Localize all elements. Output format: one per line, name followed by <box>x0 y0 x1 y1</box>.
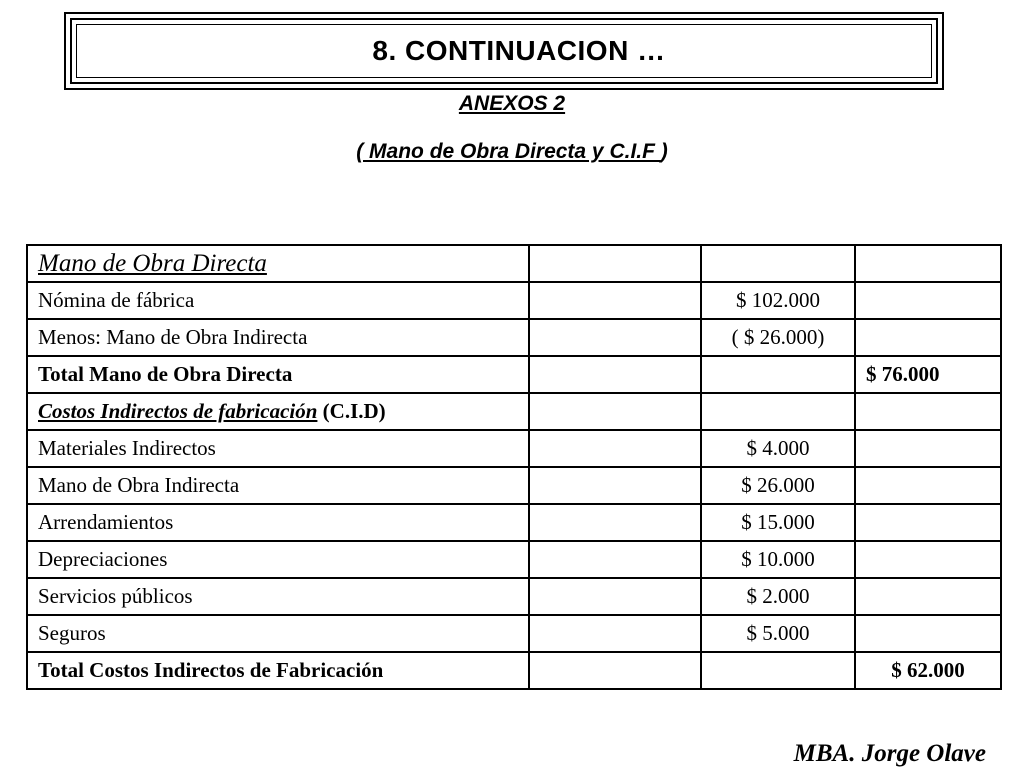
section-header-mano-obra: Mano de Obra Directa <box>27 245 529 282</box>
empty-cell <box>855 282 1001 319</box>
subtitle-anexos <box>0 92 1024 116</box>
empty-cell <box>855 393 1001 430</box>
subtitle-mano-obra-cif-tail: ) <box>660 140 668 163</box>
empty-cell <box>855 541 1001 578</box>
empty-cell <box>529 467 701 504</box>
empty-cell <box>701 652 855 689</box>
table-row <box>27 541 1001 578</box>
row-amount: $ 15.000 <box>701 504 855 541</box>
row-label: Servicios públicos <box>27 578 529 615</box>
page-title: 8. CONTINUACION … <box>372 35 666 66</box>
empty-cell <box>855 430 1001 467</box>
table-row <box>27 319 1001 356</box>
section-header-cif-tail: (C.I.D) <box>317 399 386 423</box>
empty-cell <box>529 393 701 430</box>
row-label: Arrendamientos <box>27 504 529 541</box>
empty-cell <box>529 282 701 319</box>
empty-cell <box>529 504 701 541</box>
row-amount: $ 102.000 <box>701 282 855 319</box>
row-amount: $ 10.000 <box>701 541 855 578</box>
row-amount: ( $ 26.000) <box>701 319 855 356</box>
empty-cell <box>529 541 701 578</box>
row-label: Nómina de fábrica <box>27 282 529 319</box>
empty-cell <box>529 319 701 356</box>
table-row-total <box>27 652 1001 689</box>
empty-cell <box>529 356 701 393</box>
empty-cell <box>855 615 1001 652</box>
empty-cell <box>855 245 1001 282</box>
total-amount-mano-obra: $ 76.000 <box>855 356 1001 393</box>
empty-cell <box>529 652 701 689</box>
table-row <box>27 467 1001 504</box>
row-label: Depreciaciones <box>27 541 529 578</box>
subtitle-mano-obra-cif-underlined: ( Mano de Obra Directa y C.I.F <box>356 140 661 163</box>
title-box <box>64 12 944 90</box>
row-label: Menos: Mano de Obra Indirecta <box>27 319 529 356</box>
table-row <box>27 430 1001 467</box>
empty-cell <box>701 356 855 393</box>
total-amount-cif: $ 62.000 <box>855 652 1001 689</box>
row-amount: $ 5.000 <box>701 615 855 652</box>
empty-cell <box>529 245 701 282</box>
section-header-cif-underlined: Costos Indirectos de fabricación <box>38 399 318 423</box>
empty-cell <box>855 504 1001 541</box>
empty-cell <box>855 578 1001 615</box>
table-row <box>27 282 1001 319</box>
row-label: Materiales Indirectos <box>27 430 529 467</box>
row-amount: $ 2.000 <box>701 578 855 615</box>
title-frame <box>70 18 938 84</box>
author-signature: MBA. Jorge Olave <box>793 740 986 767</box>
total-label-mano-obra: Total Mano de Obra Directa <box>27 356 529 393</box>
empty-cell <box>855 467 1001 504</box>
section-header-cif <box>27 393 529 430</box>
empty-cell <box>855 319 1001 356</box>
empty-cell <box>701 393 855 430</box>
subtitle-anexos-text: ANEXOS 2 <box>458 92 566 115</box>
empty-cell <box>701 245 855 282</box>
row-label: Seguros <box>27 615 529 652</box>
table-row <box>27 578 1001 615</box>
empty-cell <box>529 615 701 652</box>
empty-cell <box>529 578 701 615</box>
table-row <box>27 615 1001 652</box>
total-label-cif: Total Costos Indirectos de Fabricación <box>27 652 529 689</box>
table-row-total <box>27 356 1001 393</box>
row-amount: $ 26.000 <box>701 467 855 504</box>
table-row-section1-header <box>27 245 1001 282</box>
table-row <box>27 504 1001 541</box>
empty-cell <box>529 430 701 467</box>
row-amount: $ 4.000 <box>701 430 855 467</box>
row-label: Mano de Obra Indirecta <box>27 467 529 504</box>
subtitle-mano-obra-cif <box>0 140 1024 164</box>
cost-table <box>26 244 1002 690</box>
title-frame-inner <box>76 24 932 78</box>
table-row-section2-header <box>27 393 1001 430</box>
